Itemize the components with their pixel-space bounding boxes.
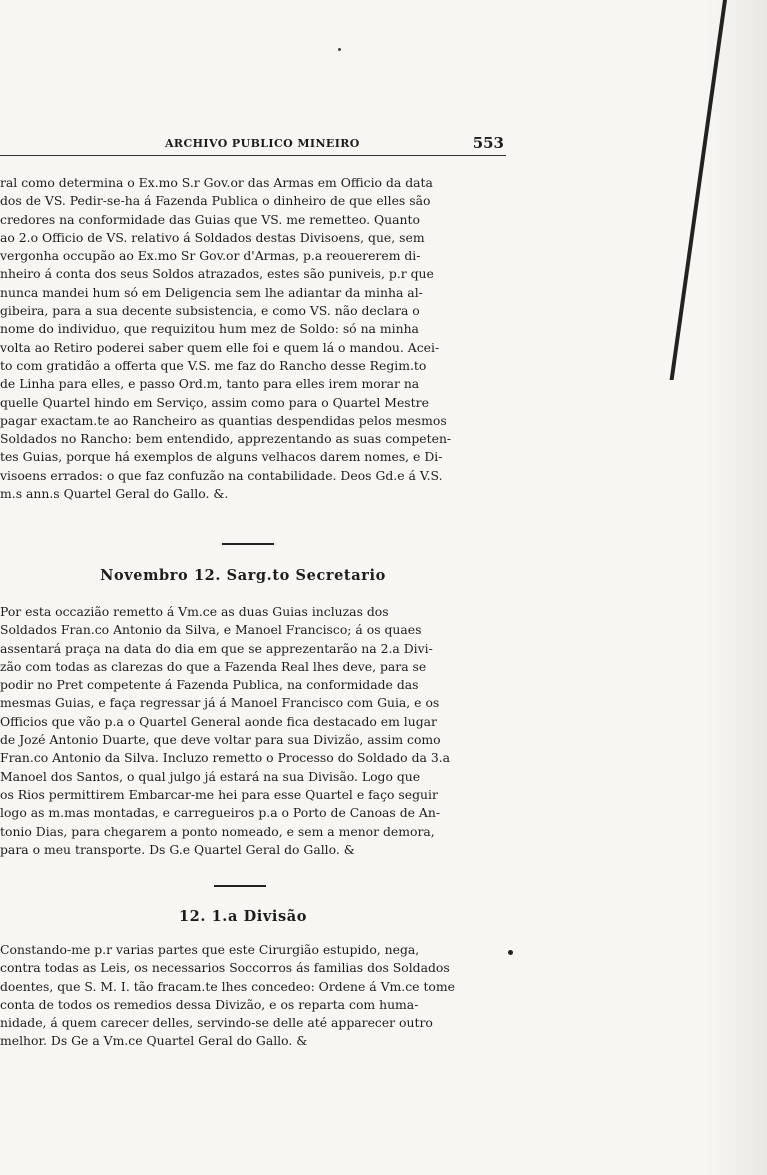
text-line: de Jozé Antonio Duarte, que deve voltar para sua Divizão, assim como <box>0 732 441 748</box>
text-line: assentará praça na data do dia em que se apprezentarão na 2.a Divi- <box>0 640 433 656</box>
text-line: dos de VS. Pedir-se-ha á Fazenda Publica o dinheiro de que elles são <box>0 193 431 209</box>
text-line: tes Guias, porque há exemplos de alguns velhacos darem nomes, e Di- <box>0 449 443 465</box>
paragraph-letter-divisao <box>0 941 502 1051</box>
paragraph-letter-secretario <box>0 603 502 859</box>
section-heading: 12. 1.a Divisão <box>178 908 308 925</box>
text-line: nunca mandei hum só em Deligencia sem lhe adiantar da minha al- <box>0 284 423 300</box>
text-line: os Rios permittirem Embarcar-me hei para esse Quartel e faço seguir <box>0 786 438 802</box>
text-line: m.s ann.s Quartel Geral do Gallo. &. <box>0 486 229 502</box>
text-line: mesmas Guias, e faça regressar já á Manoel Francisco com Guia, e os <box>0 695 440 711</box>
text-line: contra todas as Leis, os necessarios Soccorros ás familias dos Soldados <box>0 960 450 976</box>
text-line: Soldados Fran.co Antonio da Silva, e Manoel Francisco; á os quaes <box>0 622 422 638</box>
text-line: doentes, que S. M. I. tão fracam.te lhes concedeo: Ordene á Vm.ce tome <box>0 978 455 994</box>
text-line: tonio Dias, para chegarem a ponto nomeado, e sem a menor demora, <box>0 823 435 839</box>
header-rule <box>0 155 506 156</box>
text-line: logo as m.mas montadas, e carregueiros p.a o Porto de Canoas de An- <box>0 805 441 821</box>
text-line: nome do individuo, que requizitou hum mez de Soldo: só na minha <box>0 321 419 337</box>
text-line: quelle Quartel hindo em Serviço, assim como para o Quartel Mestre <box>0 394 429 410</box>
text-line: visoens errados: o que faz confuzão na contabilidade. Deos Gd.e á V.S. <box>0 467 443 483</box>
running-title: ARCHIVO PUBLICO MINEIRO <box>165 137 360 150</box>
text-line: nheiro á conta dos seus Soldos atrazados, estes são puniveis, p.r que <box>0 266 434 282</box>
text-line: podir no Pret competente á Fazenda Publica, na conformidade das <box>0 677 419 693</box>
text-line: conta de todos os remedios dessa Divizão, e os reparta com huma- <box>0 996 419 1012</box>
text-line: de Linha para elles, e passo Ord.m, tanto para elles irem morar na <box>0 376 420 392</box>
text-line: volta ao Retiro poderei saber quem elle foi e quem lá o mandou. Acei- <box>0 339 440 355</box>
text-line: Soldados no Rancho: bem entendido, apprezentando as suas competen- <box>0 431 452 447</box>
text-line: to com gratidão a offerta que V.S. me faz do Rancho desse Regim.to <box>0 357 427 373</box>
paper-speck <box>338 48 341 51</box>
text-line: Officios que vão p.a o Quartel General aonde fica destacado em lugar <box>0 713 437 729</box>
text-line: gibeira, para a sua decente subsistencia, e como VS. não declara o <box>0 303 420 319</box>
text-line: Manoel dos Santos, o qual julgo já estará na sua Divisão. Logo que <box>0 768 421 784</box>
section-separator <box>214 885 266 887</box>
text-line: zão com todas as clarezas do que a Fazenda Real lhes deve, para se <box>0 658 427 674</box>
running-header <box>0 134 506 154</box>
text-line: Constando-me p.r varias partes que este Cirurgião estupido, nega, <box>0 942 420 957</box>
text-line: pagar exactam.te ao Rancheiro as quantias despendidas pelos mesmos <box>0 412 447 428</box>
section-heading: Novembro 12. Sarg.to Secretario <box>100 567 386 584</box>
text-line: para o meu transporte. Ds G.e Quartel Geral do Gallo. & <box>0 841 355 857</box>
margin-mark <box>508 950 513 955</box>
text-line: nidade, á quem carecer delles, servindo-se delle até apparecer outro <box>0 1015 433 1031</box>
text-line: Por esta occazião remetto á Vm.ce as duas Guias incluzas dos <box>0 604 389 619</box>
text-line: credores na conformidade das Guias que VS. me remetteo. Quanto <box>0 211 420 227</box>
page-number: 553 <box>472 134 504 152</box>
text-line: Fran.co Antonio da Silva. Incluzo remetto o Processo do Soldado da 3.a <box>0 750 451 766</box>
book-binding-edge <box>705 0 767 1175</box>
text-line: melhor. Ds Ge a Vm.ce Quartel Geral do Gallo. & <box>0 1033 308 1049</box>
paragraph-letter-continuation <box>0 174 502 503</box>
section-separator <box>222 543 274 545</box>
text-line: vergonha occupão ao Ex.mo Sr Gov.or d'Armas, p.a reouererem di- <box>0 248 421 264</box>
text-line: ral como determina o Ex.mo S.r Gov.or das Armas em Officio da data <box>0 175 433 190</box>
text-line: ao 2.o Officio de VS. relativo á Soldados destas Divisoens, que, sem <box>0 229 425 245</box>
